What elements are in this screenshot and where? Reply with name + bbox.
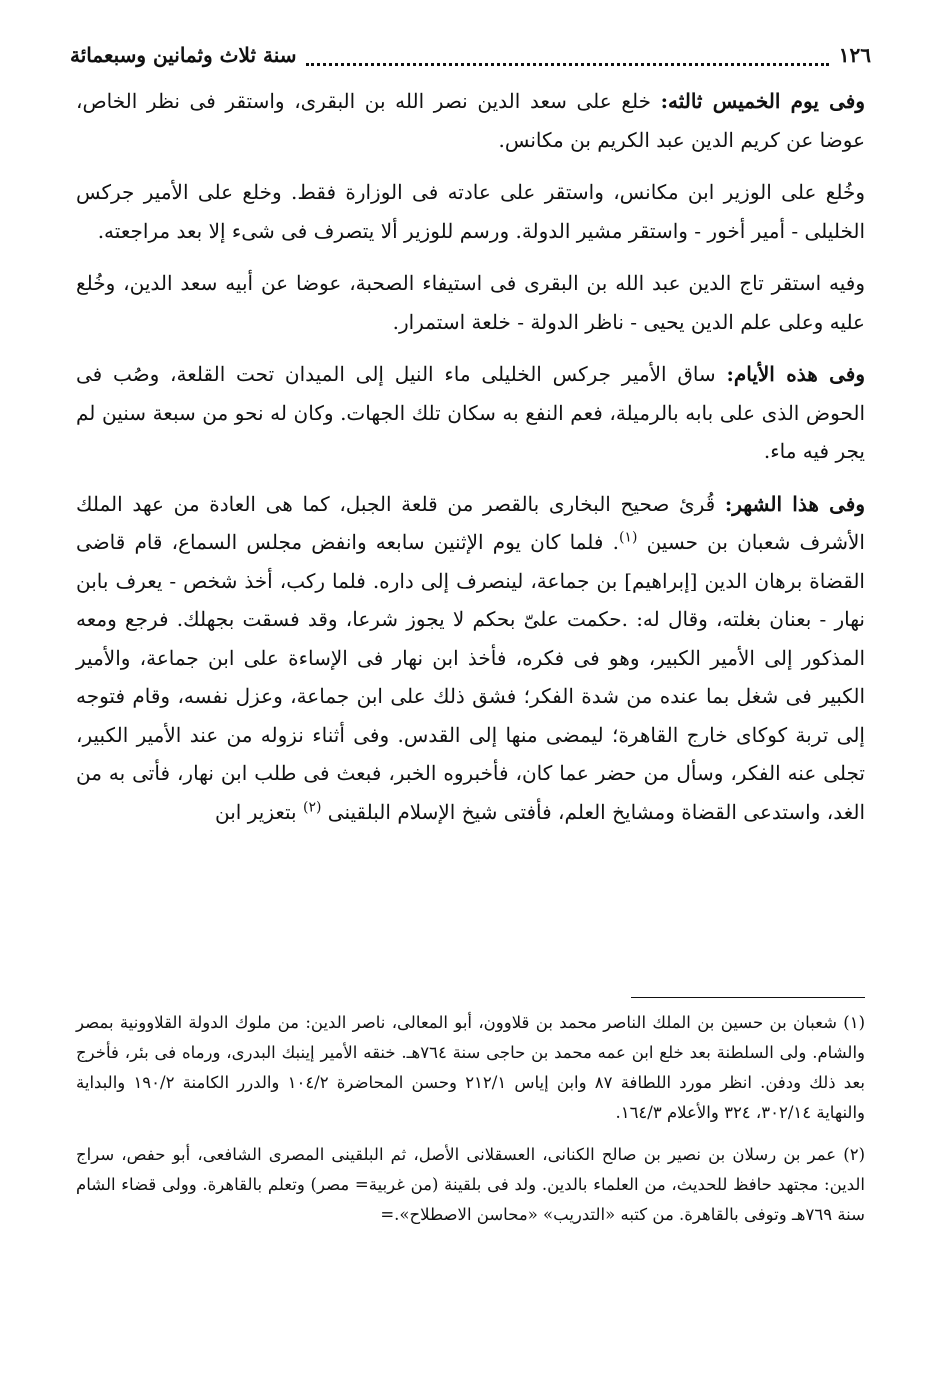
running-title: سنة ثلاث وثمانين وسبعمائة xyxy=(70,43,297,67)
paragraph-text: قُرئ صحيح البخارى بالقصر من قلعة الجبل، كما هى العادة من عهد الملك الأشرف شعبان بن حسين xyxy=(76,491,865,554)
main-text xyxy=(76,82,865,845)
paragraph-lead: وفى هذا الشهر: xyxy=(724,491,866,516)
page-header xyxy=(70,38,871,72)
footnote-marker: (٢) xyxy=(843,1145,865,1164)
footnote-marker: (١) xyxy=(843,1013,865,1032)
paragraph-lead: وفى هذه الأيام: xyxy=(726,362,865,386)
paragraph-text: وخُلع على الوزير ابن مكانس، واستقر على عادته فى الوزارة فقط. وخلع على الأمير جركس الخليلى - أمير أخور - واستقر مشير الدولة. ورسم للوزير ألا يتصرف فى شىء إلا بعد مراجعته. xyxy=(76,180,866,243)
footnotes xyxy=(76,1008,865,1242)
page-number: ١٢٦ xyxy=(838,43,871,67)
paragraph-text: بتعزير ابن xyxy=(215,799,297,824)
paragraph-lead: وفى يوم الخميس ثالثه: xyxy=(660,89,866,113)
footnote-ref-2[interactable]: (٢) xyxy=(302,798,322,815)
paragraph-3 xyxy=(76,264,865,341)
header-dot-leader xyxy=(306,49,828,66)
footnote-text: عمر بن رسلان بن نصير بن صالح الكنانى، العسقلانى الأصل، ثم البلقينى المصرى الشافعى، أبو حفص، سراج الدين: مجتهد حافظ للحديث، من العلماء بالدين. ولد فى بلقينة (من غربية= مصر) وتعلم بالقاهرة. وولى قضاء الشام سنة ٧٦٩هـ وتوفى بالقاهرة. من كتبه «التدريب» «محاسن الاصطلاح».= xyxy=(76,1145,865,1224)
paragraph-1 xyxy=(76,82,865,159)
paragraph-text: خلع على سعد الدين نصر الله بن البقرى، واستقر فى نظر الخاص، عوضا عن كريم الدين عبد الكريم بن مكانس. xyxy=(76,89,865,152)
paragraph-text: وفيه استقر تاج الدين عبد الله بن البقرى فى استيفاء الصحبة، عوضا عن أبيه سعد الدين، وخُلع عليه وعلى علم الدين يحيى - ناظر الدولة - خلعة استمرار. xyxy=(76,271,865,334)
footnote-1 xyxy=(76,1008,865,1128)
paragraph-text: . فلما كان يوم الإثنين سابعه وانفض مجلس السماع، قام قاضى القضاة برهان الدين [إبراهيم] بن جماعة، لينصرف إلى داره. فلما ركب، أخذ شخص - يعرف بابن نهار - بعنان بغلته، وقال له: .حكمت علىّ بحكم لا يجوز شرعا، وقد فسقت بجهلك. فرجع ومعه المذكور إلى الأمير الكبير، وهو فى فكره، فأخذ ابن نهار فى الإساءة على ابن جماعة، والأمير الكبير فى شغل بما عنده من شدة الفكر؛ فشق ذلك على ابن جماعة، وعزل نفسه، وقام فتوجه إلى تربة كوكاى خارج القاهرة؛ ليمضى منها إلى القدس. وفى أثناء نزوله من عند الأمير الكبير، تجلى عنه الفكر، وسأل من حضر عما كان، فأخبروه الخبر، فبعث فى طلب ابن نهار، فأتى به من الغد، واستدعى القضاة ومشايخ العلم، فأفتى شيخ الإسلام البلقينى xyxy=(76,530,865,824)
paragraph-5 xyxy=(76,485,865,832)
footnote-2 xyxy=(76,1140,865,1230)
footnote-divider xyxy=(631,997,865,998)
footnote-text: شعبان بن حسين بن الملك الناصر محمد بن قلاوون، أبو المعالى، ناصر الدين: من ملوك الدولة القلاوونية بمصر والشام. ولى السلطنة بعد خلع ابن عمه محمد بن حاجى سنة ٧٦٤هـ. خنقه الأمير إينبك البدرى، ورماه فى بئر، فأخرج بعد ذلك ودفن. انظر مورد اللطافة ٨٧ وابن إياس ٢١٢/١ وحسن المحاضرة ١٠٤/٢ والدرر الكامنة ١٩٠/٢ والبداية والنهاية ٣٠٢/١٤، ٣٢٤ والأعلام ١٦٤/٣. xyxy=(76,1013,865,1122)
paragraph-2 xyxy=(76,173,865,250)
paragraph-text: ساق الأمير جركس الخليلى ماء النيل إلى الميدان تحت القلعة، وصُب فى الحوض الذى على بابه بالرميلة، فعم النفع به سكان تلك الجهات. وكان له نحو من سبعة سنين لم يجر فيه ماء. xyxy=(76,362,865,463)
paragraph-4 xyxy=(76,355,865,471)
footnote-ref-1[interactable]: (١) xyxy=(618,529,638,546)
